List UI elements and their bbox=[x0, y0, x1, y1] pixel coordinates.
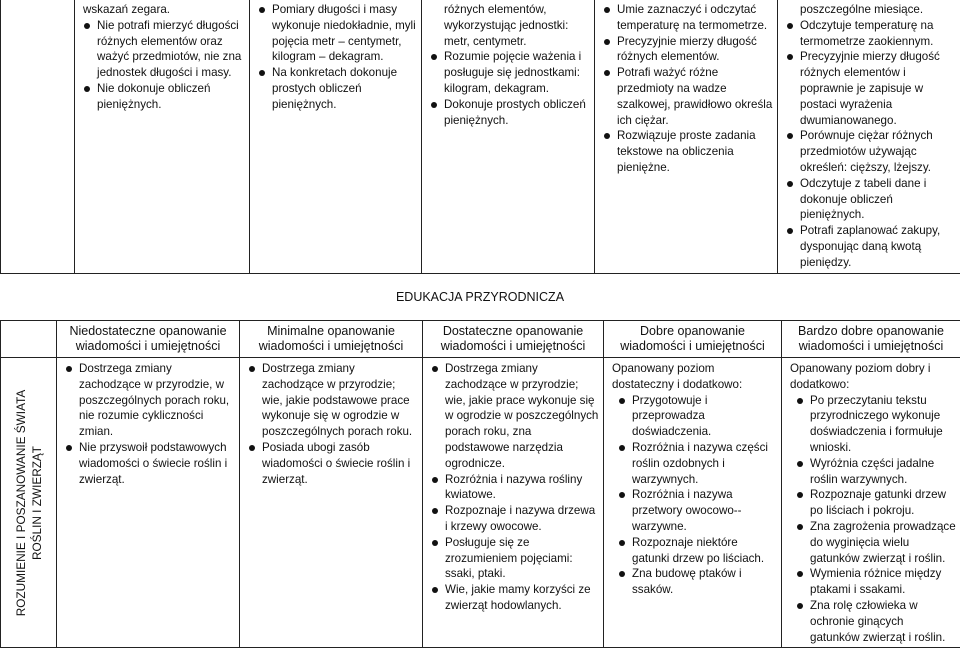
list-item: Nie przyswoił podstawowych wiadomości o świecie roślin i zwierząt. bbox=[65, 440, 235, 487]
list-item: Zna rolę człowieka w ochronie ginących gatunków zwierząt i roślin. bbox=[796, 598, 956, 645]
section-title: EDUKACJA PRZYRODNICZA bbox=[0, 290, 960, 304]
list-item: Rozwiązuje proste zadania tekstowe na obliczenia pieniężne. bbox=[603, 128, 773, 175]
list-item: Precyzyjnie mierzy długość różnych elementów. bbox=[603, 34, 773, 66]
list-item: Dostrzega zmiany zachodzące w przyrodzie; wie, jakie prace wykonuje się w ogrodzie w poszczególnych porach roku, zna podstawowe narzędzia ogrodnicze. bbox=[431, 361, 599, 472]
list-item: Dostrzega zmiany zachodzące w przyrodzie, w poszczególnych porach roku, nie rozumie cykliczności zmian. bbox=[65, 361, 235, 440]
list-item: Odczytuje temperaturę na termometrze zaokiennym. bbox=[786, 18, 956, 50]
table-row bbox=[1, 358, 960, 648]
list-item: Precyzyjnie mierzy długość różnych elementów i poprawnie je zapisuje w postaci wyrażenia dwumianowanego. bbox=[786, 49, 956, 128]
list-item: Rozróżnia i nazywa przetwory owocowo--warzywne. bbox=[618, 487, 777, 534]
list-item: Zna budowę ptaków i ssaków. bbox=[618, 566, 777, 598]
list-item: wskazań zegara. bbox=[83, 2, 245, 18]
top-cell-4 bbox=[595, 0, 778, 273]
top-side-cell bbox=[1, 0, 75, 273]
list-item: Nie potrafi mierzyć długości różnych elementów oraz ważyć przedmiotów, nie zna jednostek długości i masy. bbox=[83, 18, 245, 81]
list-item: poszczególne miesiące. bbox=[786, 2, 956, 18]
criteria-cell-2 bbox=[240, 358, 423, 648]
top-row bbox=[1, 0, 960, 273]
list-item: Rozróżnia i nazywa rośliny kwiatowe. bbox=[431, 472, 599, 504]
list-item: Rozumie pojęcie ważenia i posługuje się jednostkami: kilogram, dekagram. bbox=[430, 49, 590, 96]
criteria-table bbox=[0, 320, 960, 648]
list-item: Odczytuje z tabeli dane i dokonuje obliczeń pieniężnych. bbox=[786, 176, 956, 223]
top-cell-5 bbox=[778, 0, 960, 273]
criteria-cell-5 bbox=[782, 358, 960, 648]
list-item: Porównuje ciężar różnych przedmiotów używając określeń: cięższy, lżejszy. bbox=[786, 128, 956, 175]
list-item: Umie zaznaczyć i odczytać temperaturę na termometrze. bbox=[603, 2, 773, 34]
header-corner bbox=[1, 321, 57, 358]
list-item: Rozpoznaje i nazywa drzewa i krzewy owocowe. bbox=[431, 503, 599, 535]
list-item: Dostrzega zmiany zachodzące w przyrodzie; wie, jakie podstawowe prace wykonuje się w ogrodzie w poszczególnych porach roku. bbox=[248, 361, 418, 440]
column-header: Bardzo dobre opanowanie wiadomości i umiejętności bbox=[782, 321, 960, 358]
top-cell-1 bbox=[75, 0, 250, 273]
list-item: Wymienia różnice między ptakami i ssakami. bbox=[796, 566, 956, 598]
criteria-cell-1 bbox=[57, 358, 240, 648]
side-label: ROZUMIENIE I POSZANOWANIE ŚWIATA ROŚLIN I ZWIERZĄT bbox=[13, 368, 45, 638]
top-criteria-table bbox=[0, 0, 960, 274]
list-item: Na konkretach dokonuje prostych obliczeń pieniężnych. bbox=[258, 65, 417, 112]
list-item: Rozpoznaje niektóre gatunki drzew po liściach. bbox=[618, 535, 777, 567]
column-header: Minimalne opanowanie wiadomości i umiejętności bbox=[240, 321, 423, 358]
list-item: Dokonuje prostych obliczeń pieniężnych. bbox=[430, 97, 590, 129]
list-item: Rozróżnia i nazywa części roślin ozdobnych i warzywnych. bbox=[618, 440, 777, 487]
side-label-cell bbox=[1, 358, 57, 648]
list-item: Potrafi ważyć różne przedmioty na wadze szalkowej, prawidłowo określa ich ciężar. bbox=[603, 65, 773, 128]
list-item: różnych elementów, wykorzystując jednostki: metr, centymetr. bbox=[430, 2, 590, 49]
list-item: Pomiary długości i masy wykonuje niedokładnie, myli pojęcia metr – centymetr, kilogram – dekagram. bbox=[258, 2, 417, 65]
list-item: Posługuje się ze zrozumieniem pojęciami: ssaki, ptaki. bbox=[431, 535, 599, 582]
column-header: Niedostateczne opanowanie wiadomości i umiejętności bbox=[57, 321, 240, 358]
header-row bbox=[1, 321, 960, 358]
criteria-cell-4 bbox=[604, 358, 782, 648]
list-item: Wie, jakie mamy korzyści ze zwierząt hodowlanych. bbox=[431, 582, 599, 614]
top-cell-2 bbox=[250, 0, 422, 273]
list-item: Zna zagrożenia prowadzące do wyginięcia wielu gatunków zwierząt i roślin. bbox=[796, 519, 956, 566]
list-item: Nie dokonuje obliczeń pieniężnych. bbox=[83, 81, 245, 113]
list-item: Przygotowuje i przeprowadza doświadczenia. bbox=[618, 393, 777, 440]
level-intro: Opanowany poziom dobry i dodatkowo: bbox=[790, 361, 956, 393]
list-item: Po przeczytaniu tekstu przyrodniczego wykonuje doświadczenia i formułuje wnioski. bbox=[796, 393, 956, 456]
list-item: Rozpoznaje gatunki drzew po liściach i pokroju. bbox=[796, 487, 956, 519]
criteria-cell-3 bbox=[423, 358, 604, 648]
column-header: Dostateczne opanowanie wiadomości i umiejętności bbox=[423, 321, 604, 358]
list-item: Posiada ubogi zasób wiadomości o świecie roślin i zwierząt. bbox=[248, 440, 418, 487]
level-intro: Opanowany poziom dostateczny i dodatkowo: bbox=[612, 361, 777, 393]
list-item: Potrafi zaplanować zakupy, dysponując daną kwotą pieniędzy. bbox=[786, 223, 956, 270]
top-cell-3 bbox=[422, 0, 595, 273]
list-item: Wyróżnia części jadalne roślin warzywnych. bbox=[796, 456, 956, 488]
column-header: Dobre opanowanie wiadomości i umiejętności bbox=[604, 321, 782, 358]
